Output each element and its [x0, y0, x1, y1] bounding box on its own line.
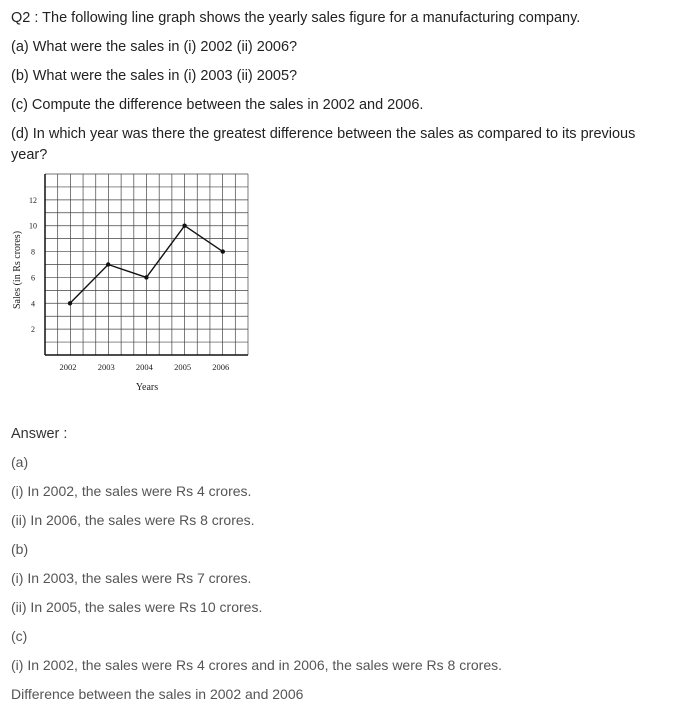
- y-tick-label: 10: [29, 221, 37, 231]
- answer-line: (c): [11, 628, 28, 644]
- question-title: Q2 : The following line graph shows the yearly sales figure for a manufacturing company.: [11, 10, 581, 26]
- answer-line: (i) In 2002, the sales were Rs 4 crores.: [11, 483, 252, 499]
- data-point: [221, 249, 225, 253]
- data-point: [106, 262, 110, 266]
- answer-heading: Answer :: [11, 426, 68, 442]
- question-part-d-cont: year?: [11, 147, 48, 163]
- answer-line: (i) In 2003, the sales were Rs 7 crores.: [11, 570, 252, 586]
- y-tick-label: 12: [29, 195, 37, 205]
- y-tick-label: 4: [31, 299, 35, 309]
- chart-grid: [45, 174, 248, 355]
- y-tick-label: 6: [31, 273, 35, 283]
- x-tick-label: 2006: [212, 362, 230, 372]
- x-tick-label: 2002: [59, 362, 77, 372]
- y-axis-label: Sales (in Rs crores): [12, 230, 23, 310]
- answer-line: Difference between the sales in 2002 and 2006: [11, 686, 304, 702]
- x-tick-label: 2005: [174, 362, 192, 372]
- x-axis-label: Years: [135, 382, 159, 393]
- x-tick-label: 2004: [135, 362, 153, 372]
- answer-line: (a): [11, 454, 29, 470]
- question-part-c: (c) Compute the difference between the sales in 2002 and 2006.: [11, 97, 424, 113]
- question-part-a: (a) What were the sales in (i) 2002 (ii) 2006?: [11, 39, 298, 55]
- question-part-d: (d) In which year was there the greatest difference between the sales as compared to its previous: [11, 126, 636, 142]
- x-tick-label: 2003: [97, 362, 115, 372]
- answer-line: (i) In 2002, the sales were Rs 4 crores and in 2006, the sales were Rs 8 crores.: [11, 657, 503, 673]
- y-tick-label: 8: [31, 247, 35, 257]
- data-point: [182, 224, 186, 228]
- data-point: [68, 301, 72, 305]
- question-part-b: (b) What were the sales in (i) 2003 (ii) 2005?: [11, 68, 298, 84]
- answer-line: (ii) In 2005, the sales were Rs 10 crores.: [11, 599, 263, 615]
- sales-line-chart: [0, 160, 260, 400]
- data-point: [144, 275, 148, 279]
- answer-line: (b): [11, 541, 29, 557]
- y-tick-label: 2: [31, 325, 35, 335]
- answer-line: (ii) In 2006, the sales were Rs 8 crores.: [11, 512, 255, 528]
